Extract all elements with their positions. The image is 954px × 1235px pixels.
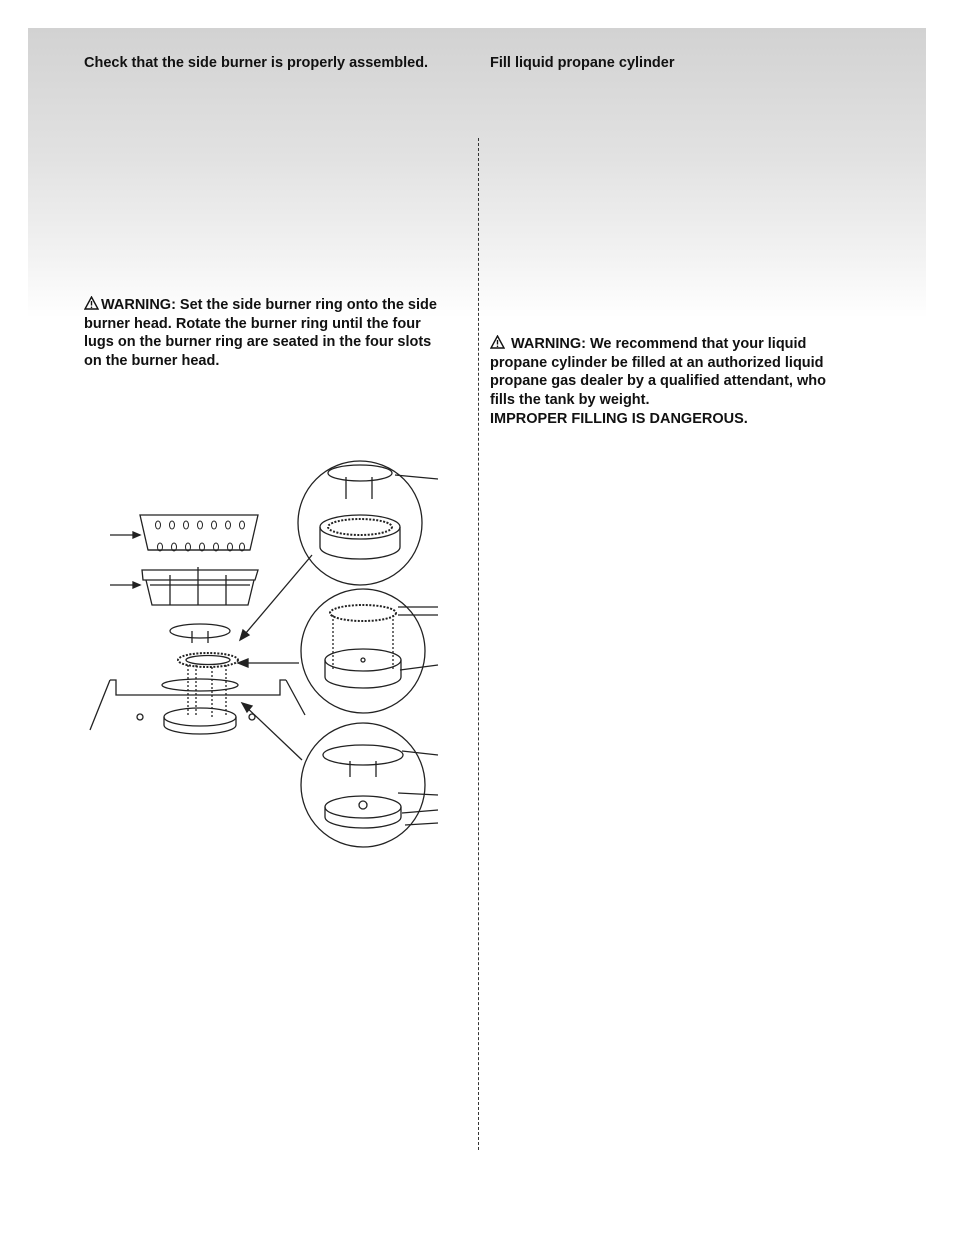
- right-warning-line-3: propane gas dealer by a qualified attendant, who: [490, 373, 826, 390]
- right-warning-line-5: IMPROPER FILLING IS DANGEROUS.: [490, 410, 748, 427]
- left-warning-line-1: WARNING: Set the side burner ring onto the side: [84, 296, 474, 315]
- right-warning-line-2: propane cylinder be filled at an authorized liquid: [490, 354, 824, 371]
- right-warning-line-1: WARNING: We recommend that your liquid: [490, 335, 870, 354]
- left-heading: Check that the side burner is properly assembled.: [84, 55, 429, 71]
- side-burner-assembly-diagram: [80, 455, 450, 855]
- right-warning-line-4: fills the tank by weight.: [490, 392, 650, 409]
- left-warning-line-4: on the burner head.: [84, 353, 220, 370]
- column-divider: [478, 138, 479, 1150]
- right-heading: Fill liquid propane cylinder: [490, 55, 675, 71]
- left-warning: [84, 296, 474, 371]
- left-warning-line-3: lugs on the burner ring are seated in the four slots: [84, 334, 432, 351]
- grate-frame-drawing: [142, 567, 258, 605]
- burner-grate-drawing: [140, 515, 258, 551]
- left-warning-line-2: burner head. Rotate the burner ring until the four: [84, 315, 421, 332]
- warning-triangle-icon: [84, 296, 99, 310]
- right-warning: [490, 335, 870, 429]
- warning-triangle-icon: [490, 335, 505, 349]
